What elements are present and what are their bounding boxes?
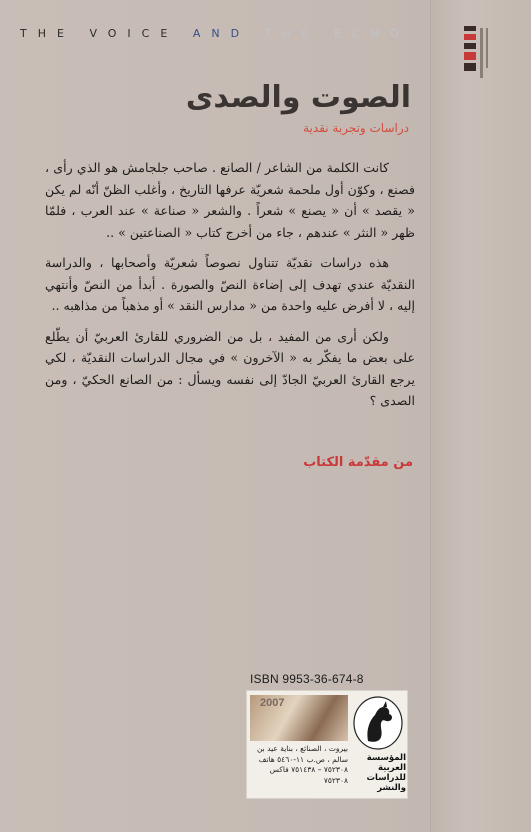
series-word-3: THE ECHO <box>264 27 410 40</box>
blurb-paragraph-2: هذه دراسات نقديّة تتناول نصوصاً شعريّة وأصحابها ، والدراسة النقديّة عندي تهدف إلى إضاءة النصّ والصورة . أبدأ من النصّ وأنتهي إليه ، لا أفرض عليه واحدة من « مدارس النقد » أو مذهباً من مذاهبه .. <box>45 255 415 313</box>
series-word-1: THE VOICE <box>20 27 179 40</box>
publisher-sticker <box>246 690 408 799</box>
blurb-text <box>45 157 415 421</box>
series-word-2: AND <box>192 27 251 40</box>
blurb-paragraph-3: ولكن أرى من المفيد ، بل من الضروري للقارئ العربيّ أن يطّلع على بعض ما يفكّر به « الآخرون » في مجال الدراسات النقديّة ، لكي يرجع القارئ العربيّ الجادّ إلى نفسه ويسأل : من الصانع الحكيّ ، ومن الصدى ؟ <box>45 328 415 408</box>
quote-source: من مقدّمة الكتاب <box>303 455 413 470</box>
book-subtitle: دراسات وتجربة نقدية <box>303 121 409 135</box>
book-title: الصوت والصدى <box>185 80 411 115</box>
publisher-address: بيروت ، الصنائع ، بناية عيد بن سالم ، ص.ب ١١-٥٤٦٠ هاتف ٧٥٢٣٠٨ – ٧٥١٤٣٨ فاكس ٧٥٢٣٠٨ <box>256 744 348 785</box>
publisher-name: المؤسسة العربية للدراسات والنشر <box>366 753 406 793</box>
blurb-paragraph-1: كانت الكلمة من الشاعر / الصانع . صاحب جلجامش هو الذي رأى ، فصنع ، وكوّن أول ملحمة شعريّة عرفها التاريخ ، وأغلب الظنّ أنّه لم يكن « يقصد » أن « يصنع » شعراً . والشعر « صناعة » عند العرب ، فلمّا ظهر « النثر » عندهم ، جاء من أخرج كتاب « الصناعتين » .. <box>45 160 415 240</box>
series-logo-icon <box>462 20 496 98</box>
isbn-number: ISBN 9953-36-674-8 <box>250 672 364 686</box>
horse-logo-icon <box>351 695 405 753</box>
book-spine <box>430 0 531 832</box>
sticker-year: 2007 <box>260 697 285 709</box>
series-title <box>20 27 440 40</box>
book-fair-photo <box>250 695 348 741</box>
